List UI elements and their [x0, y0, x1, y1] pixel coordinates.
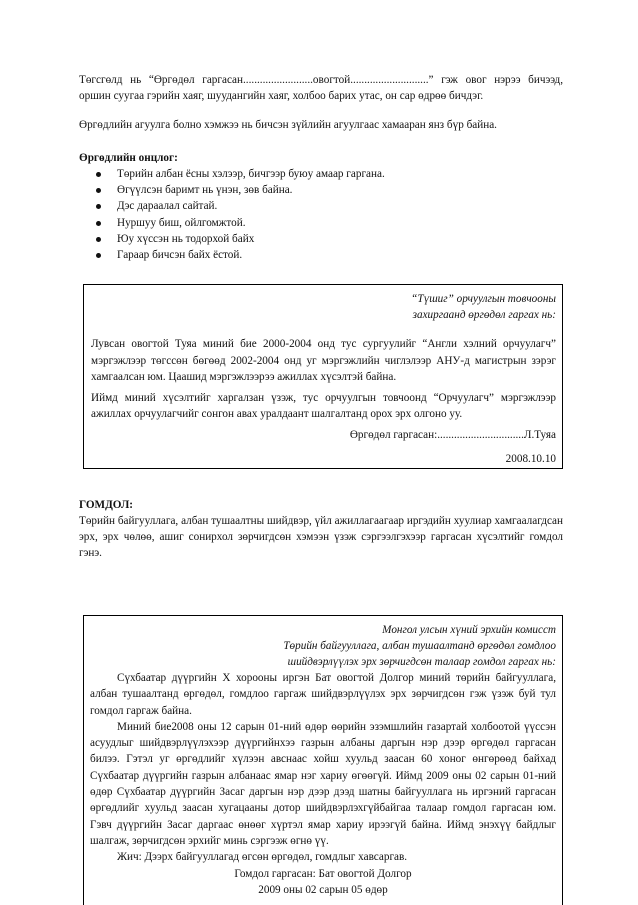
- intro-paragraph-2: Өргөдлийн агуулга болно хэмжээ нь бичсэн зүйлийн агуулгаас хамааран янз бүр байна.: [79, 119, 497, 131]
- letter2-addressee-line1: Монгол улсын хүний эрхийн комисст: [382, 624, 556, 636]
- letter1-addressee-line2: захиргаанд өргөдөл гаргах нь:: [412, 309, 556, 321]
- application-letter-box: [83, 284, 563, 469]
- letter2-addressee-line2: Төрийн байгууллага, албан тушаалтанд өргөдөл гомдлоо: [283, 640, 556, 652]
- letter2-signature: Гомдол гаргасан: Бат овогтой Долгор: [234, 867, 412, 880]
- list-item: Дэс дараалал сайтай.: [93, 198, 563, 214]
- letter2-addressee-line3: шийдвэрлүүлэх эрх зөрчигдсөн талаар гомдол гаргах нь:: [287, 656, 556, 668]
- letter2-date: 2009 оны 02 сарын 05 өдөр: [258, 883, 388, 896]
- features-heading: Өргөдлийн онцлог:: [79, 152, 178, 164]
- letter1-paragraph-1: Лувсан овогтой Туяа миний бие 2000-2004 онд тус сургуулийг “Англи хэлний орчуулагч” мэргэжлээр төгссөн бөгөөд 2002-2004 онд уг мэргэжлийн чиглэлээр АНУ-д магистрын зэрэг хамгаалсан юм. Цаашид мэргэжлээрээ ажиллах хүсэлтэй байна.: [91, 338, 556, 383]
- list-item: Нуршуу биш, ойлгомжтой.: [93, 215, 563, 231]
- complaint-section: [79, 497, 563, 561]
- complaint-letter-box: [83, 615, 563, 905]
- list-item: Өгүүлсэн баримт нь үнэн, зөв байна.: [93, 182, 563, 198]
- letter2-paragraph-2: Миний бие2008 оны 12 сарын 01-ний өдөр өөрийн эзэмшлийн газартай холбоотой үүссэн асуудлыг шийдвэрлүүлэхээр дүүргийнхээ газрын албаны даргын нэр дээр өргөдөл гаргасан билээ. Гэтэл уг өргөдлийг хүлээн авснаас хойш хуульд заасан 60 хоног өнгөрөөд байхад Сүхбаатар дүүргийн газрын албанаас ямар нэг хариу өгөөгүй. Иймд 2009 оны 02 сарын 01-ний өдөр Сүхбаатар дүүргийн Засаг даргын нэр дээр дээд шатны байгууллага нь иргэний гаргасан өргөдлийг хуульд заасан хугацааны дотор шийдвэрлэхгүйбайгаа талаар гомдол гаргасан юм. Гэвч дүүргийн Засаг даргаас өнөөг хүртэл ямар хариу ирээгүй байна. Иймд энэхүү байдлыг шалгаж, зөрчигдсөн эрхийг минь сэргээж өгнө үү.: [90, 720, 556, 847]
- list-item: Төрийн албан ёсны хэлээр, бичгээр буюу амаар гаргана.: [93, 166, 563, 182]
- letter1-addressee-line1: “Түшиг” орчуулгын товчооны: [411, 293, 556, 305]
- letter1-date: 2008.10.10: [505, 452, 556, 465]
- complaint-definition: Төрийн байгууллага, албан тушаалтны шийдвэр, үйл ажиллагаагаар иргэдийн хуулиар хамгаалагдсан эрх, эрх чөлөө, ашиг сонирхол зөрчигдсөн хэмээн үзэж сэргээлгэхээр гаргасан хүсэлтийг гомдол гэнэ.: [79, 515, 563, 559]
- list-item: Гараар бичсэн байх ёстой.: [93, 247, 563, 263]
- intro-section: [79, 72, 563, 263]
- list-item: Юу хүссэн нь тодорхой байх: [93, 231, 563, 247]
- complaint-heading: ГОМДОЛ:: [79, 499, 134, 511]
- letter2-attachment-note: Жич: Дээрх байгууллагад өгсөн өргөдөл, гомдлыг хавсаргав.: [117, 851, 408, 864]
- letter1-paragraph-2: Иймд миний хүсэлтийг харгалзан үзэж, тус орчуулгын товчоонд “Орчуулагч” мэргэжлээр ажиллах орчуулагчийг сонгон авах уралдаант шалгалтанд орох эрх олгоно уу.: [91, 391, 556, 420]
- letter1-signature: Өргөдөл гаргасан:...............................Л.Туяа: [349, 428, 556, 441]
- intro-paragraph-1: Төгсгөлд нь “Өргөдөл гаргасан.........................овогтой............................” гэж овог нэрээ бичээд, оршин суугаа гэрийн хаяг, шуудангийн хаяг, холбоо барих утас, он сар өдрөө бичдэг.: [79, 74, 563, 102]
- letter2-paragraph-1: Сүхбаатар дүүргийн X хорооны иргэн Бат овогтой Долгор миний төрийн байгууллага, албан тушаалтанд өргөдөл, гомдлоо гаргаж шийдвэрлүүлэх эрх зөрчигдсөн гэж үзэж буй тул гомдол гаргаж байна.: [90, 672, 556, 717]
- features-list: [79, 166, 563, 263]
